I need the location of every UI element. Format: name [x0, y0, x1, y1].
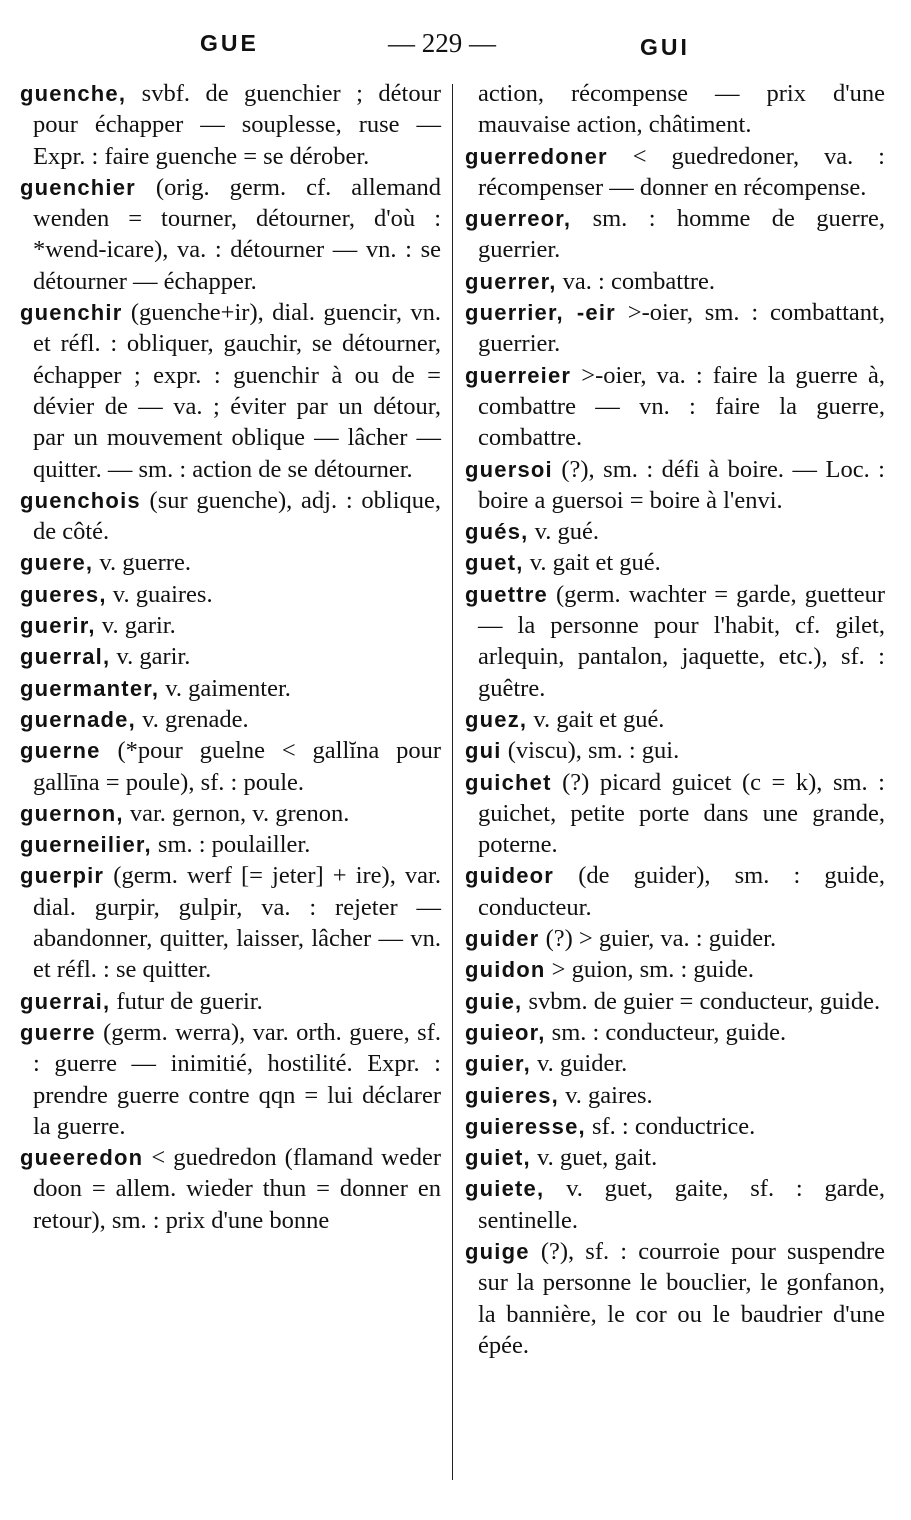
entry-definition: (guenche+ir), dial. guencir, vn. et réfl. : obliquer, gauchir, se détourner, échapper ; expr. : guenchir à ou de = dévier de — va. ; éviter par un détour, par un mouvement oblique — lâcher — quitter. — sm. : action de se détourner. — [33, 299, 441, 483]
dictionary-entry — [465, 579, 885, 704]
entry-headword: guiet, — [465, 1145, 531, 1171]
dictionary-entry — [20, 860, 441, 985]
entry-definition: v. garir. — [110, 643, 191, 671]
entry-headword: guerrier, -eir — [465, 300, 616, 326]
entry-headword: guerreier — [465, 362, 572, 388]
dictionary-entry — [465, 1142, 885, 1173]
entry-definition: sm. : conducteur, guide. — [545, 1018, 787, 1046]
dictionary-entry — [465, 1236, 885, 1361]
entry-definition: action, récompense — prix d'une mauvaise action, châtiment. — [478, 80, 885, 139]
entry-definition: (de guider), sm. : guide, conducteur. — [478, 862, 885, 921]
entry-headword: guere, — [20, 550, 94, 576]
entry-definition: (viscu), sm. : gui. — [501, 737, 680, 765]
dictionary-entry — [20, 798, 441, 829]
entry-definition: (?) picard guicet (c = k), sm. : guichet, petite porte dans une grande, poterne. — [478, 768, 885, 859]
entry-headword: guieor, — [465, 1019, 546, 1045]
entry-definition: v. garir. — [95, 612, 176, 640]
entry-definition: > guion, sm. : guide. — [545, 956, 754, 984]
dictionary-entry — [465, 141, 885, 204]
entry-definition: svbm. de guier = conducteur, guide. — [522, 987, 881, 1015]
dictionary-entry — [20, 735, 441, 798]
entry-headword: guenchier — [20, 174, 136, 200]
dictionary-entry — [20, 1017, 441, 1142]
dictionary-entry — [465, 767, 885, 861]
page-header — [0, 26, 911, 66]
dictionary-entry — [20, 172, 441, 297]
entry-definition: var. gernon, v. grenon. — [123, 799, 350, 827]
entry-headword: guenchir — [20, 300, 123, 326]
dictionary-entry — [20, 610, 441, 641]
dictionary-entry — [465, 266, 885, 297]
dictionary-entry — [20, 78, 441, 172]
dictionary-entry — [465, 735, 885, 766]
dictionary-entry — [465, 203, 885, 266]
entry-definition: v. guaires. — [106, 580, 213, 608]
entry-headword: guideor — [465, 863, 555, 889]
entry-definition: < guedredoner, va. : récompenser — donner en récompense. — [478, 142, 885, 201]
entry-definition: (germ. werra), var. orth. guere, sf. : guerre — inimitié, hostilité. Expr. : prendre guerre contre qqn = lui déclarer la guerre. — [33, 1018, 441, 1140]
dictionary-entry — [465, 516, 885, 547]
entry-headword: guieresse, — [465, 1113, 586, 1139]
entry-headword: guidon — [465, 957, 546, 983]
dictionary-entry — [465, 704, 885, 735]
entry-headword: guerir, — [20, 613, 96, 639]
dictionary-entry — [465, 547, 885, 578]
entry-headword: guerneilier, — [20, 832, 152, 858]
dictionary-entry — [465, 860, 885, 923]
entry-definition: v. guet, gait. — [530, 1144, 658, 1172]
dictionary-entry — [465, 1173, 885, 1236]
page-number: — 229 — — [388, 28, 496, 58]
dictionary-entry — [20, 297, 441, 485]
entry-headword: guerredoner — [465, 143, 608, 169]
dictionary-entry — [20, 641, 441, 672]
entry-headword: guie, — [465, 988, 523, 1014]
column-divider — [452, 84, 453, 1480]
right-running-head: GUI — [640, 34, 690, 60]
entry-headword: guieres, — [465, 1082, 559, 1108]
left-column — [20, 78, 441, 1236]
entry-headword: guerrer, — [465, 268, 557, 294]
dictionary-entry — [465, 360, 885, 454]
entry-definition: >-oier, va. : faire la guerre à, combattre — vn. : faire la guerre, combattre. — [478, 361, 885, 452]
entry-headword: guerreor, — [465, 206, 572, 232]
entry-definition: < guedredon (flamand weder doon = allem. wieder thun = donner en retour), sm. : prix d'une bonne — [33, 1144, 441, 1234]
dictionary-entry — [20, 704, 441, 735]
dictionary-entry — [20, 579, 441, 610]
entry-definition: va. : combattre. — [556, 267, 716, 295]
entry-headword: guermanter, — [20, 675, 160, 701]
dictionary-entry — [465, 954, 885, 985]
entry-headword: guige — [465, 1238, 530, 1264]
dictionary-entry — [465, 986, 885, 1017]
entry-headword: gueres, — [20, 581, 107, 607]
entry-definition: v. gait et gué. — [527, 705, 665, 733]
entry-definition: >-oier, sm. : combattant, guerrier. — [478, 299, 885, 358]
left-running-head: GUE — [200, 30, 259, 56]
entry-headword: gui — [465, 738, 502, 764]
entry-headword: guenche, — [20, 81, 127, 106]
entry-definition: v. gué. — [528, 518, 600, 546]
dictionary-entry — [20, 485, 441, 548]
dictionary-entry — [465, 454, 885, 517]
entry-headword: guichet — [465, 769, 552, 795]
entry-headword: guider — [465, 926, 540, 952]
entry-headword: guerral, — [20, 644, 111, 670]
entry-headword: guernade, — [20, 706, 136, 732]
entry-headword: guiete, — [465, 1176, 545, 1202]
entry-definition: v. gaimenter. — [159, 674, 291, 702]
entry-definition: sm. : homme de guerre, guerrier. — [478, 205, 885, 264]
entry-headword: guerrai, — [20, 988, 111, 1014]
entry-headword: gueeredon — [20, 1145, 144, 1171]
entry-definition: v. gaires. — [558, 1081, 653, 1109]
entry-headword: guenchois — [20, 487, 141, 513]
dictionary-entry — [465, 1017, 885, 1048]
entry-definition: (orig. germ. cf. allemand wenden = tourner, détourner, d'où : *wend-icare), va. : détourner — vn. : se détourner — échapper. — [33, 173, 441, 295]
entry-definition: (?) > guier, va. : guider. — [539, 925, 777, 953]
entry-headword: gués, — [465, 519, 529, 545]
entry-definition: svbf. de guenchier ; détour pour échapper — souplesse, ruse — Expr. : faire guenche = se dérober. — [33, 80, 441, 170]
entry-headword: guier, — [465, 1051, 531, 1077]
dictionary-entry — [20, 1142, 441, 1236]
entry-definition: (?), sm. : défi à boire. — Loc. : boire a guersoi = boire à l'envi. — [478, 455, 885, 514]
dictionary-entry — [465, 1111, 885, 1142]
entry-definition: (sur guenche), adj. : oblique, de côté. — [33, 486, 441, 546]
dictionary-entry — [20, 986, 441, 1017]
entry-definition: sm. : poulailler. — [151, 831, 311, 859]
dictionary-entry — [20, 547, 441, 578]
entry-definition: futur de guerir. — [110, 987, 263, 1015]
entry-headword: guez, — [465, 706, 528, 732]
dictionary-entry — [20, 829, 441, 860]
dictionary-entry — [465, 297, 885, 360]
entry-definition: (?), sf. : courroie pour suspendre sur la personne le bouclier, le gonfanon, la bannière, le cor ou le baudrier d'une épée. — [478, 1237, 885, 1359]
entry-definition: (germ. werf [= jeter] + ire), var. dial. gurpir, gulpir, va. : rejeter — abandonner, quitter, laisser, lâcher — vn. et réfl. : se quitter. — [33, 862, 441, 984]
entry-definition: v. grenade. — [135, 705, 249, 733]
entry-headword: guersoi — [465, 456, 553, 482]
dictionary-entry — [465, 1048, 885, 1079]
entry-headword: guerpir — [20, 863, 105, 889]
dictionary-entry — [465, 78, 885, 141]
dictionary-entry — [465, 1080, 885, 1111]
entry-headword: guernon, — [20, 800, 124, 826]
dictionary-entry — [465, 923, 885, 954]
entry-definition: v. guerre. — [93, 549, 191, 577]
entry-definition: (germ. wachter = garde, guetteur — la personne pour l'habit, cf. gilet, arlequin, pantalon, jaquette, etc.), sf. : guêtre. — [478, 580, 885, 702]
entry-definition: v. guet, gaite, sf. : garde, sentinelle. — [478, 1175, 885, 1234]
entry-headword: guerre — [20, 1019, 96, 1045]
entry-definition: v. gait et gué. — [523, 549, 661, 577]
entry-definition: sf. : conductrice. — [585, 1112, 756, 1140]
entry-definition: (*pour guelne < gallĭna pour gallīna = poule), sf. : poule. — [33, 737, 441, 796]
dictionary-entry — [20, 673, 441, 704]
entry-headword: guerne — [20, 738, 101, 764]
entry-headword: guet, — [465, 550, 524, 576]
entry-definition: v. guider. — [530, 1050, 628, 1078]
entry-headword: guettre — [465, 581, 548, 607]
right-column — [465, 78, 885, 1361]
